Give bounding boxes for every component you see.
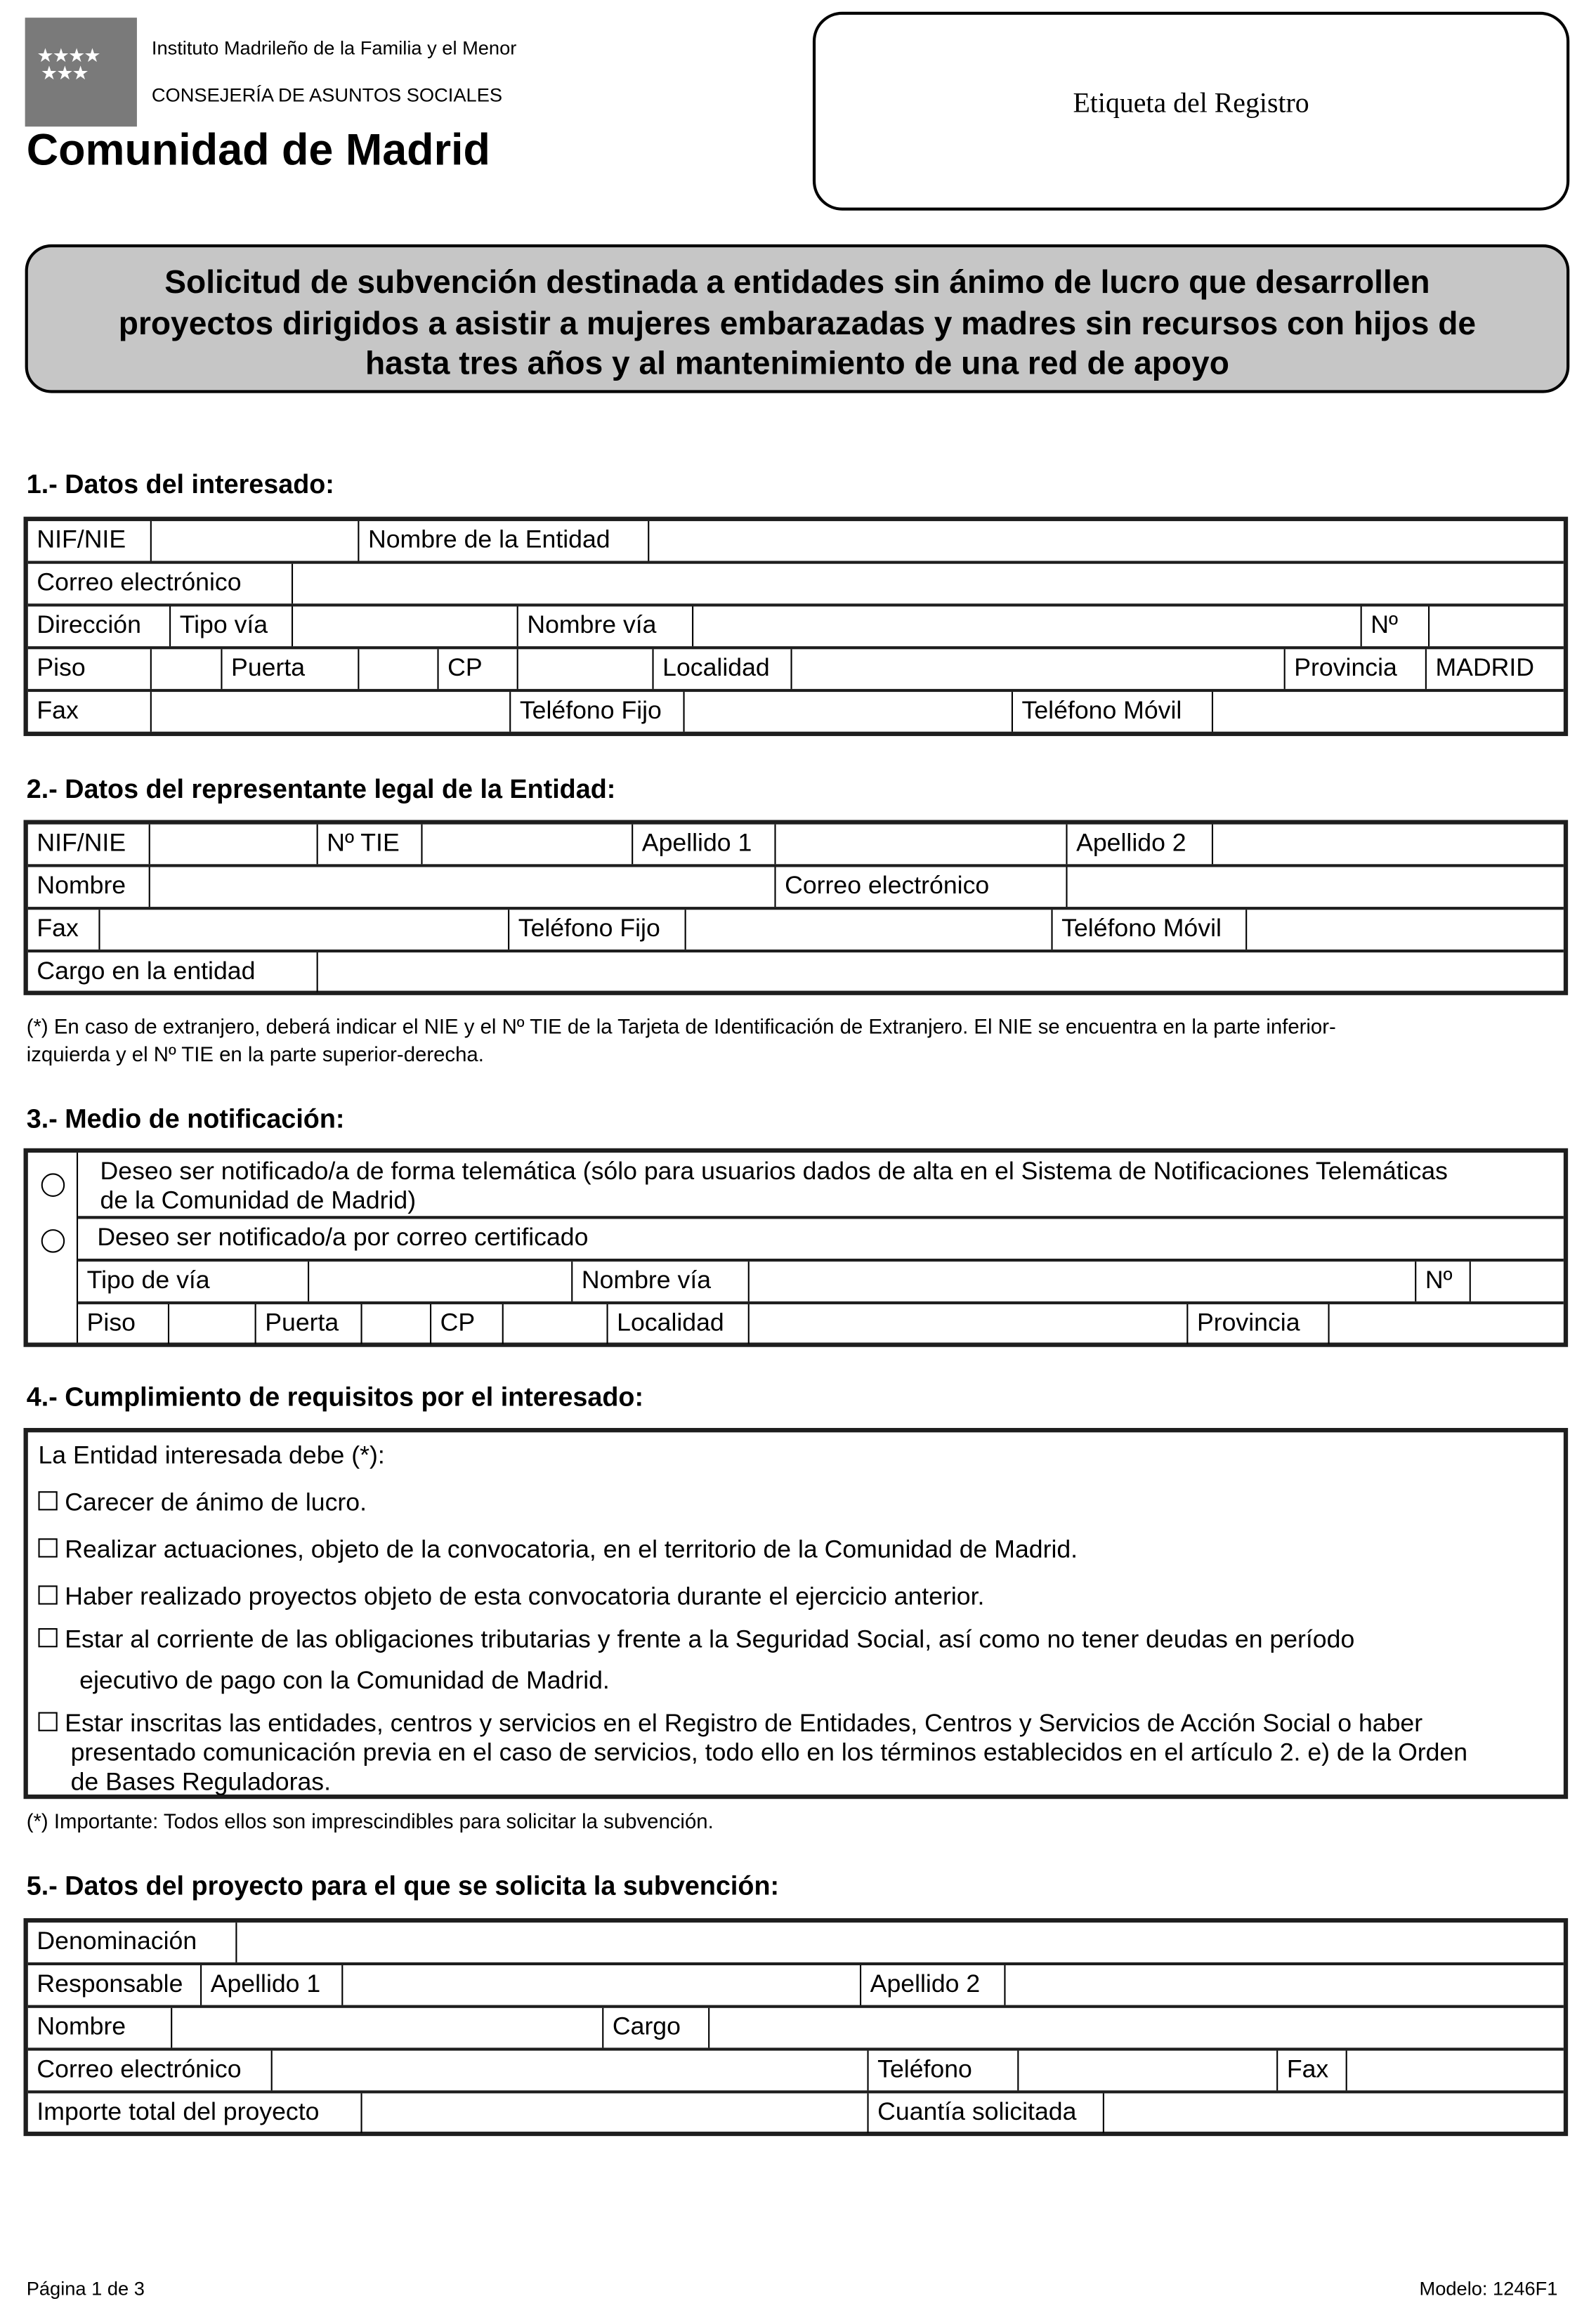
title-line: hasta tres años y al mantenimiento de una red de apoyo <box>365 344 1229 381</box>
entidad-input[interactable] <box>648 521 1564 561</box>
label: Importe total del proyecto <box>37 2097 320 2126</box>
proyecto-table <box>24 1918 1569 2136</box>
apellido2-input[interactable] <box>1212 825 1564 865</box>
label: Teléfono Móvil <box>1012 692 1212 732</box>
label: Dirección <box>37 610 141 639</box>
requisitos-intro: La Entidad interesada debe (*): <box>38 1441 385 1469</box>
requisito-text: ejecutivo de pago con la Comunidad de Madrid. <box>79 1666 610 1695</box>
cargo-input[interactable] <box>317 952 1564 992</box>
madrid-logo <box>25 18 137 126</box>
label: Piso <box>37 653 86 682</box>
requisito-text: Realizar actuaciones, objeto de la convocatoria, en el territorio de la Comunidad de Madrid. <box>65 1535 1078 1563</box>
label: Nombre de la Entidad <box>358 521 648 561</box>
localidad-input[interactable] <box>790 649 1283 689</box>
label: Nombre <box>37 871 126 900</box>
label: Tipo vía <box>169 607 292 647</box>
apellido1-input[interactable] <box>341 1965 860 2005</box>
email-input[interactable] <box>1066 867 1563 907</box>
checkbox[interactable] <box>38 1628 57 1647</box>
label: Cargo <box>602 2008 708 2048</box>
section-4-heading: 4.- Cumplimiento de requisitos por el interesado: <box>26 1382 644 1412</box>
telefono-input[interactable] <box>1017 2051 1276 2091</box>
institute-name: Instituto Madrileño de la Familia y el Menor <box>151 37 517 59</box>
interesado-table <box>24 517 1569 736</box>
piso-input[interactable] <box>150 649 221 689</box>
requisito-item[interactable] <box>38 1487 1548 1518</box>
telefono-movil-input[interactable] <box>1245 910 1564 950</box>
requisito-text: presentado comunicación previa en el caso de servicios, todo ello en los términos establecidos en el artículo 2. e) de la Orden <box>70 1738 1468 1767</box>
nombre-via-input[interactable] <box>748 1261 1415 1302</box>
telefono-fijo-input[interactable] <box>685 910 1052 950</box>
option-label: de la Comunidad de Madrid) <box>100 1186 417 1215</box>
label: Cuantía solicitada <box>867 2093 1102 2133</box>
telefono-fijo-input[interactable] <box>683 692 1011 732</box>
provincia-value[interactable]: MADRID <box>1425 649 1564 689</box>
requisito-item[interactable] <box>38 1534 1548 1565</box>
numero-input[interactable] <box>1470 1261 1564 1302</box>
tie-input[interactable] <box>421 825 632 865</box>
label: Provincia <box>1284 649 1425 689</box>
apellido1-input[interactable] <box>774 825 1066 865</box>
extranjero-note <box>27 1013 1573 1069</box>
checkbox[interactable] <box>38 1585 57 1604</box>
nombre-input[interactable] <box>171 2008 602 2048</box>
label: Puerta <box>255 1304 361 1344</box>
label: Nº <box>1361 607 1428 647</box>
title-line: Solicitud de subvención destinada a entidades sin ánimo de lucro que desarrollen <box>164 263 1430 301</box>
label: Apellido 2 <box>860 1965 1004 2005</box>
page-number: Página 1 de 3 <box>26 2277 145 2300</box>
piso-input[interactable] <box>168 1304 255 1344</box>
telefono-movil-input[interactable] <box>1212 692 1564 732</box>
localidad-input[interactable] <box>748 1304 1187 1344</box>
stars-icon: ★★★★ ★★★ <box>37 44 100 84</box>
label: Teléfono Móvil <box>1051 910 1245 950</box>
cp-input[interactable] <box>517 649 653 689</box>
radio-telematica[interactable] <box>41 1173 65 1204</box>
tipo-via-input[interactable] <box>292 607 517 647</box>
checkbox[interactable] <box>38 1712 57 1731</box>
modelo-code: Modelo: 1246F1 <box>1419 2277 1558 2300</box>
section-2-heading: 2.- Datos del representante legal de la Entidad: <box>26 774 616 804</box>
nombre-input[interactable] <box>149 867 775 907</box>
label: Teléfono Fijo <box>508 910 685 950</box>
requisito-text: Estar al corriente de las obligaciones tributarias y frente a la Seguridad Social, así como no tener deudas en período <box>65 1625 1355 1653</box>
puerta-input[interactable] <box>358 649 437 689</box>
label: CP <box>437 649 516 689</box>
nombre-via-input[interactable] <box>692 607 1361 647</box>
label: Teléfono <box>867 2051 1017 2091</box>
brand-name: Comunidad de Madrid <box>26 126 490 176</box>
representante-table <box>24 820 1569 995</box>
label: Nombre vía <box>571 1261 748 1302</box>
label: Provincia <box>1186 1304 1328 1344</box>
label: Fax <box>37 696 79 725</box>
requisito-item[interactable] <box>38 1707 1548 1738</box>
notificacion-table <box>24 1148 1569 1347</box>
nif-input[interactable] <box>149 825 317 865</box>
tipo-via-input[interactable] <box>308 1261 571 1302</box>
denominacion-input[interactable] <box>235 1922 1564 1962</box>
label: Responsable <box>37 1969 183 1998</box>
label: NIF/NIE <box>37 525 126 554</box>
note-line: izquierda y el Nº TIE en la parte superior-derecha. <box>26 1042 484 1066</box>
label: Apellido 1 <box>632 825 774 865</box>
label: Puerta <box>221 649 358 689</box>
option-correo[interactable]: Deseo ser notificado/a por correo certificado <box>78 1216 1564 1259</box>
requisito-item[interactable] <box>38 1624 1548 1655</box>
label: Denominación <box>37 1927 197 1955</box>
label: Apellido 1 <box>200 1965 341 2005</box>
fax-input[interactable] <box>1346 2051 1564 2091</box>
label: Nombre <box>37 2012 126 2040</box>
label: Correo electrónico <box>37 2054 242 2083</box>
label: Localidad <box>607 1304 748 1344</box>
label: Nº <box>1415 1261 1470 1302</box>
label: Nº TIE <box>317 825 421 865</box>
email-input[interactable] <box>292 564 1564 604</box>
provincia-input[interactable] <box>1328 1304 1564 1344</box>
label: Apellido 2 <box>1066 825 1211 865</box>
fax-input[interactable] <box>98 910 508 950</box>
label: Piso <box>86 1309 136 1337</box>
requisito-item[interactable] <box>38 1581 1548 1612</box>
requisitos-box <box>24 1428 1569 1799</box>
note-line: (*) En caso de extranjero, deberá indicar el NIE y el Nº TIE de la Tarjeta de Identificación de Extranjero. El NIE se encuentra en la parte inferior- <box>26 1014 1336 1038</box>
option-label: Deseo ser notificado/a de forma telemática (sólo para usuarios dados de alta en el Sistema de Notificaciones Telemáticas <box>100 1157 1448 1186</box>
numero-input[interactable] <box>1428 607 1564 647</box>
form-title <box>25 244 1570 393</box>
registro-label: Etiqueta del Registro <box>1073 88 1309 119</box>
section-5-heading: 5.- Datos del proyecto para el que se solicita la subvención: <box>26 1870 780 1901</box>
checkbox[interactable] <box>38 1491 57 1510</box>
radio-correo-certificado[interactable] <box>41 1229 65 1260</box>
email-input[interactable] <box>271 2051 868 2091</box>
nif-input[interactable] <box>150 521 358 561</box>
option-telematica[interactable] <box>78 1153 1564 1216</box>
label: Localidad <box>652 649 790 689</box>
label: Correo electrónico <box>774 867 1066 907</box>
requisitos-note: (*) Importante: Todos ellos son imprescindibles para solicitar la subvención. <box>26 1809 714 1833</box>
label: Tipo de vía <box>86 1266 210 1294</box>
section-1-heading: 1.- Datos del interesado: <box>26 469 334 499</box>
label: Fax <box>1276 2051 1346 2091</box>
cargo-input[interactable] <box>708 2008 1564 2048</box>
title-line: proyectos dirigidos a asistir a mujeres embarazadas y madres sin recursos con hijos de <box>118 303 1477 341</box>
requisito-text: de Bases Reguladoras. <box>70 1768 332 1796</box>
section-3-heading: 3.- Medio de notificación: <box>26 1103 345 1134</box>
checkbox[interactable] <box>38 1538 57 1557</box>
puerta-input[interactable] <box>360 1304 430 1344</box>
label: Teléfono Fijo <box>509 692 683 732</box>
cuantia-input[interactable] <box>1103 2093 1564 2133</box>
fax-input[interactable] <box>150 692 509 732</box>
label: CP <box>430 1304 502 1344</box>
cp-input[interactable] <box>502 1304 607 1344</box>
requisito-text: Estar inscritas las entidades, centros y servicios en el Registro de Entidades, Centros y Servicios de Acción Social o haber <box>65 1709 1423 1738</box>
label: Correo electrónico <box>37 568 242 596</box>
label: NIF/NIE <box>37 828 126 857</box>
requisito-text: Haber realizado proyectos objeto de esta convocatoria durante el ejercicio anterior. <box>65 1582 985 1611</box>
label: Fax <box>37 914 79 943</box>
consejeria-name: CONSEJERÍA DE ASUNTOS SOCIALES <box>151 84 503 106</box>
label: Nombre vía <box>517 607 692 647</box>
requisito-text: Carecer de ánimo de lucro. <box>65 1488 367 1516</box>
apellido2-input[interactable] <box>1004 1965 1563 2005</box>
registro-box <box>813 12 1569 211</box>
importe-input[interactable] <box>360 2093 867 2133</box>
label: Cargo en la entidad <box>37 957 256 985</box>
